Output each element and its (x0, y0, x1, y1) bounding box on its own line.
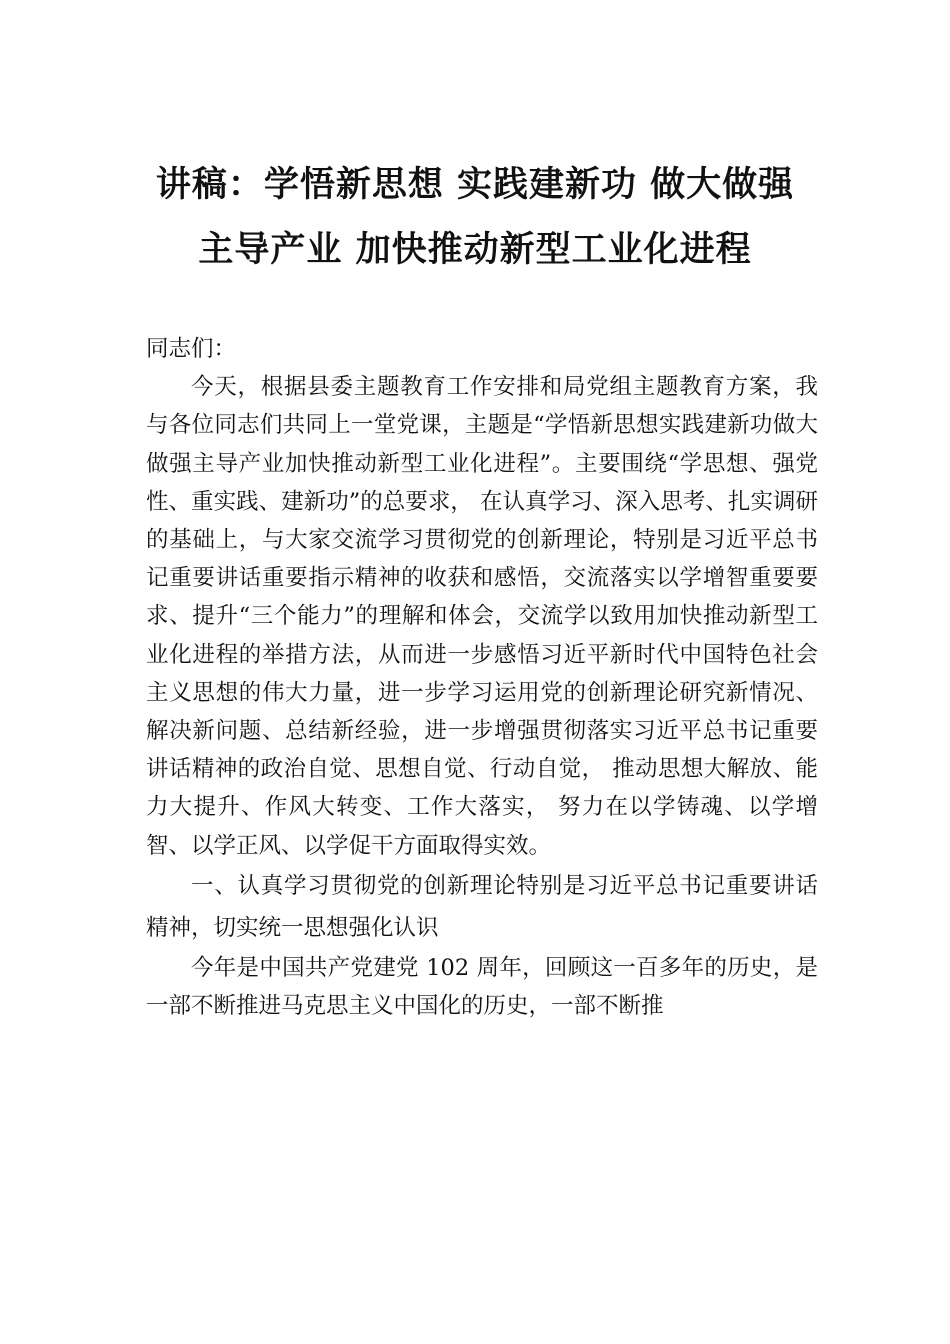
intro-paragraph: 今天，根据县委主题教育工作安排和局党组主题教育方案，我与各位同志们共同上一堂党课，主题是“学悟新思想实践建新功做大做强主导产业加快推动新型工业化进程”。主要围绕“学思想、强党性、重实践、建新功”的总要求， 在认真学习、深入思考、扎实调研的基础上，与大家交流学习贯彻党的创新理论，特别是习近平总书记重要讲话重要指示精神的收获和感悟，交流落实以学增智重要要求、提升“三个能力”的理解和体会，交流学以致用加快推动新型工业化进程的举措方法，从而进一步感悟习近平新时代中国特色社会主义思想的伟大力量，进一步学习运用党的创新理论研究新情况、解决新问题、总结新经验，进一步增强贯彻落实习近平总书记重要讲话精神的政治自觉、思想自觉、行动自觉， 推动思想大解放、能力大提升、作风大转变、工作大落实， 努力在以学铸魂、以学增智、以学正风、以学促干方面取得实效。 (146, 374, 818, 859)
document-body (146, 330, 818, 1025)
salutation: 同志们： (146, 336, 237, 362)
document-title-line-2: 主导产业 加快推动新型工业化进程 (198, 229, 752, 270)
document-title-line-1: 讲稿：学悟新思想 实践建新功 做大做强 (155, 164, 795, 205)
section-heading-1: 一、认真学习贯彻党的创新理论特别是习近平总书记重要讲话精神，切实统一思想强化认识 (146, 872, 818, 941)
section-1-paragraph: 今年是中国共产党建党 102 周年，回顾这一百多年的历史，是一部不断推进马克思主义中国化的历史，一部不断推 (146, 954, 818, 1020)
